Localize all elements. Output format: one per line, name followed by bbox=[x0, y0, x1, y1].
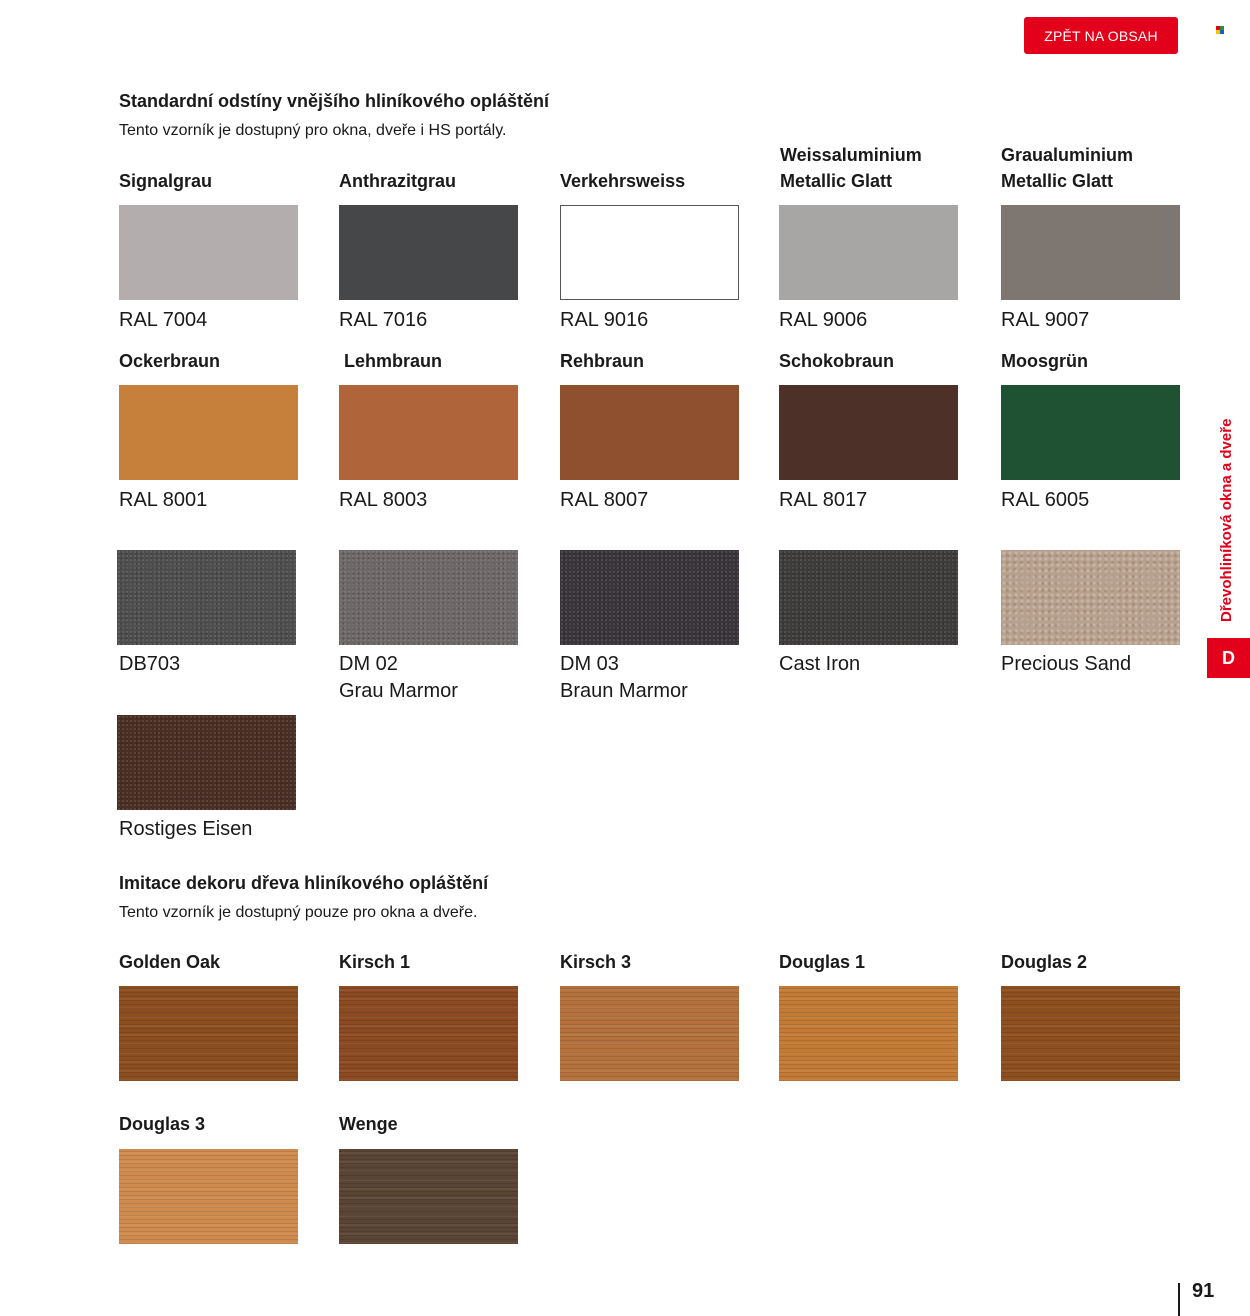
section-title-standard: Standardní odstíny vnějšího hliníkového opláštění bbox=[119, 91, 550, 111]
code-graualuminium: RAL 9007 bbox=[1001, 309, 1090, 331]
label-weissaluminium: Weissaluminium Metallic Glatt bbox=[780, 145, 922, 191]
swatch-douglas3[interactable] bbox=[119, 1149, 298, 1244]
code-verkehrsweiss: RAL 9016 bbox=[560, 309, 649, 331]
label-verkehrsweiss: Verkehrsweiss bbox=[560, 171, 686, 191]
swatch-golden-oak[interactable] bbox=[119, 986, 298, 1081]
label-douglas1: Douglas 1 bbox=[779, 952, 866, 972]
swatch-lehmbraun[interactable] bbox=[339, 385, 518, 480]
page-number-rule bbox=[1178, 1283, 1180, 1316]
section-subtitle-wood: Tento vzorník je dostupný pouze pro okna a dveře. bbox=[119, 904, 478, 921]
code-rehbraun: RAL 8007 bbox=[560, 489, 649, 511]
code-precious-sand: Precious Sand bbox=[1001, 653, 1132, 675]
code-lehmbraun: RAL 8003 bbox=[339, 489, 428, 511]
swatch-dm02[interactable] bbox=[339, 550, 518, 645]
section-title-wood: Imitace dekoru dřeva hliníkového opláštění bbox=[119, 873, 489, 893]
swatch-ockerbraun[interactable] bbox=[119, 385, 298, 480]
swatch-dm03[interactable] bbox=[560, 550, 739, 645]
label-kirsch3: Kirsch 3 bbox=[560, 952, 632, 972]
code-ockerbraun: RAL 8001 bbox=[119, 489, 208, 511]
label-ockerbraun: Ockerbraun bbox=[119, 351, 221, 371]
swatch-rostiges-eisen[interactable] bbox=[117, 715, 296, 810]
code-db703: DB703 bbox=[119, 653, 181, 675]
swatch-signalgrau[interactable] bbox=[119, 205, 298, 300]
swatch-kirsch3[interactable] bbox=[560, 986, 739, 1081]
label-golden-oak: Golden Oak bbox=[119, 952, 221, 972]
label-wenge: Wenge bbox=[339, 1114, 398, 1134]
label-lehmbraun: Lehmbraun bbox=[344, 351, 443, 371]
label-rehbraun: Rehbraun bbox=[560, 351, 645, 371]
swatch-verkehrsweiss[interactable] bbox=[560, 205, 739, 300]
code-schokobraun: RAL 8017 bbox=[779, 489, 868, 511]
swatch-anthrazitgrau[interactable] bbox=[339, 205, 518, 300]
swatch-moosgruen[interactable] bbox=[1001, 385, 1180, 480]
swatch-rehbraun[interactable] bbox=[560, 385, 739, 480]
code-dm03: DM 03 Braun Marmor bbox=[560, 653, 688, 702]
section-subtitle-standard: Tento vzorník je dostupný pro okna, dveře i HS portály. bbox=[119, 122, 507, 139]
label-signalgrau: Signalgrau bbox=[119, 171, 213, 191]
corner-color-mark bbox=[1216, 26, 1226, 34]
swatch-wenge[interactable] bbox=[339, 1149, 518, 1244]
code-cast-iron: Cast Iron bbox=[779, 653, 861, 675]
label-douglas2: Douglas 2 bbox=[1001, 952, 1088, 972]
swatch-cast-iron[interactable] bbox=[779, 550, 958, 645]
swatch-schokobraun[interactable] bbox=[779, 385, 958, 480]
label-anthrazitgrau: Anthrazitgrau bbox=[339, 171, 456, 191]
code-signalgrau: RAL 7004 bbox=[119, 309, 208, 331]
label-graualuminium: Graualuminium Metallic Glatt bbox=[1001, 145, 1134, 191]
label-kirsch1: Kirsch 1 bbox=[339, 952, 411, 972]
label-moosgruen: Moosgrün bbox=[1001, 351, 1088, 371]
swatch-weissaluminium[interactable] bbox=[779, 205, 958, 300]
code-anthrazitgrau: RAL 7016 bbox=[339, 309, 428, 331]
label-douglas3: Douglas 3 bbox=[119, 1114, 206, 1134]
swatch-graualuminium[interactable] bbox=[1001, 205, 1180, 300]
chapter-tab[interactable]: D bbox=[1207, 638, 1250, 678]
back-to-contents-button[interactable]: ZPĚT NA OBSAH bbox=[1024, 17, 1178, 54]
label-schokobraun: Schokobraun bbox=[779, 351, 895, 371]
chapter-side-label: Dřevohliníková okna a dveře bbox=[1218, 418, 1235, 622]
swatch-db703[interactable] bbox=[117, 550, 296, 645]
code-dm02: DM 02 Grau Marmor bbox=[339, 653, 458, 702]
swatch-douglas2[interactable] bbox=[1001, 986, 1180, 1081]
swatch-kirsch1[interactable] bbox=[339, 986, 518, 1081]
code-rostiges-eisen: Rostiges Eisen bbox=[119, 818, 253, 840]
swatch-douglas1[interactable] bbox=[779, 986, 958, 1081]
swatch-precious-sand[interactable] bbox=[1001, 550, 1180, 645]
code-weissaluminium: RAL 9006 bbox=[779, 309, 868, 331]
code-moosgruen: RAL 6005 bbox=[1001, 489, 1090, 511]
page-number: 91 bbox=[1192, 1280, 1215, 1302]
